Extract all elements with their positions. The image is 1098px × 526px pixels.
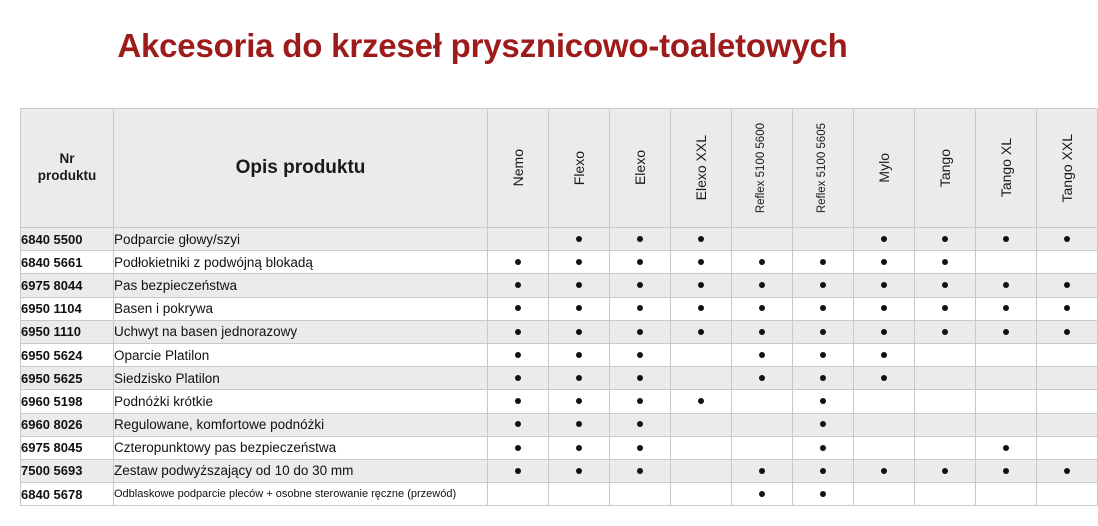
cell-availability-yes [915, 274, 976, 297]
model-label-1: Flexo [571, 150, 587, 186]
availability-dot-icon [637, 305, 643, 311]
cell-availability-yes [793, 459, 854, 482]
availability-dot-icon [942, 236, 948, 242]
accessories-table-container [20, 108, 1075, 506]
availability-dot-icon [820, 282, 826, 288]
cell-availability-empty [671, 459, 732, 482]
cell-product-number: 6950 1104 [21, 297, 114, 320]
availability-dot-icon [698, 259, 704, 265]
cell-availability-yes [976, 436, 1037, 459]
cell-availability-yes [671, 228, 732, 251]
cell-availability-empty [854, 483, 915, 506]
model-label-4: Reflex 5100 5600 [755, 122, 768, 214]
cell-availability-yes [610, 459, 671, 482]
cell-description: Siedzisko Platilon [114, 367, 488, 390]
cell-availability-yes [549, 297, 610, 320]
cell-availability-empty [732, 436, 793, 459]
cell-availability-empty [1037, 390, 1098, 413]
cell-availability-empty [671, 367, 732, 390]
column-header-model-3 [671, 109, 732, 228]
availability-dot-icon [1064, 236, 1070, 242]
cell-availability-yes [976, 459, 1037, 482]
availability-dot-icon [881, 259, 887, 265]
availability-dot-icon [1064, 329, 1070, 335]
cell-availability-empty [976, 390, 1037, 413]
cell-availability-empty [976, 483, 1037, 506]
table-header-row [21, 109, 1098, 228]
cell-availability-yes [732, 343, 793, 366]
table-row [21, 483, 1098, 506]
column-header-model-4 [732, 109, 793, 228]
availability-dot-icon [881, 468, 887, 474]
cell-availability-yes [549, 251, 610, 274]
cell-availability-yes [732, 274, 793, 297]
cell-availability-yes [610, 297, 671, 320]
column-header-product-number-line1: Nr [59, 151, 75, 167]
cell-availability-yes [549, 320, 610, 343]
cell-availability-yes [549, 436, 610, 459]
availability-dot-icon [576, 329, 582, 335]
cell-availability-yes [732, 297, 793, 320]
column-header-model-9 [1037, 109, 1098, 228]
cell-availability-yes [549, 413, 610, 436]
availability-dot-icon [820, 329, 826, 335]
cell-availability-yes [854, 320, 915, 343]
availability-dot-icon [698, 282, 704, 288]
availability-dot-icon [1064, 305, 1070, 311]
availability-dot-icon [698, 398, 704, 404]
availability-dot-icon [820, 375, 826, 381]
availability-dot-icon [820, 352, 826, 358]
cell-availability-yes [488, 367, 549, 390]
cell-availability-yes [671, 274, 732, 297]
availability-dot-icon [515, 445, 521, 451]
cell-availability-yes [488, 251, 549, 274]
cell-availability-yes [793, 251, 854, 274]
cell-availability-empty [1037, 367, 1098, 390]
cell-availability-yes [915, 459, 976, 482]
cell-availability-yes [732, 251, 793, 274]
cell-description: Czteropunktowy pas bezpieczeństwa [114, 436, 488, 459]
cell-product-number: 6975 8044 [21, 274, 114, 297]
cell-description: Podnóżki krótkie [114, 390, 488, 413]
column-header-model-5 [793, 109, 854, 228]
cell-availability-yes [671, 320, 732, 343]
cell-availability-yes [549, 343, 610, 366]
cell-availability-empty [1037, 251, 1098, 274]
availability-dot-icon [1003, 445, 1009, 451]
cell-availability-empty [1037, 343, 1098, 366]
availability-dot-icon [759, 352, 765, 358]
availability-dot-icon [515, 329, 521, 335]
cell-availability-yes [610, 390, 671, 413]
cell-description: Podparcie głowy/szyi [114, 228, 488, 251]
cell-availability-empty [854, 413, 915, 436]
cell-description: Zestaw podwyższający od 10 do 30 mm [114, 459, 488, 482]
cell-availability-empty [1037, 413, 1098, 436]
availability-dot-icon [881, 352, 887, 358]
cell-availability-yes [549, 228, 610, 251]
column-header-model-0 [488, 109, 549, 228]
availability-dot-icon [637, 259, 643, 265]
availability-dot-icon [515, 352, 521, 358]
availability-dot-icon [881, 329, 887, 335]
table-row [21, 320, 1098, 343]
cell-availability-yes [854, 297, 915, 320]
column-header-model-6 [854, 109, 915, 228]
cell-product-number: 6960 5198 [21, 390, 114, 413]
cell-availability-empty [671, 436, 732, 459]
availability-dot-icon [942, 329, 948, 335]
cell-availability-yes [488, 274, 549, 297]
column-header-model-2 [610, 109, 671, 228]
availability-dot-icon [1003, 236, 1009, 242]
availability-dot-icon [576, 305, 582, 311]
cell-product-number: 6840 5500 [21, 228, 114, 251]
cell-product-number: 6840 5661 [21, 251, 114, 274]
availability-dot-icon [698, 329, 704, 335]
availability-dot-icon [637, 445, 643, 451]
cell-availability-yes [488, 459, 549, 482]
accessories-table [20, 108, 1098, 506]
cell-availability-yes [610, 413, 671, 436]
table-row [21, 274, 1098, 297]
cell-availability-empty [732, 228, 793, 251]
cell-availability-yes [793, 320, 854, 343]
availability-dot-icon [942, 259, 948, 265]
cell-availability-yes [793, 343, 854, 366]
cell-availability-empty [915, 367, 976, 390]
cell-availability-yes [915, 320, 976, 343]
cell-availability-empty [915, 390, 976, 413]
cell-availability-yes [549, 459, 610, 482]
cell-availability-empty [732, 413, 793, 436]
availability-dot-icon [515, 468, 521, 474]
cell-description: Oparcie Platilon [114, 343, 488, 366]
availability-dot-icon [759, 468, 765, 474]
column-header-model-7 [915, 109, 976, 228]
cell-availability-yes [610, 320, 671, 343]
cell-availability-yes [915, 251, 976, 274]
cell-availability-yes [488, 390, 549, 413]
table-body [21, 228, 1098, 506]
availability-dot-icon [759, 305, 765, 311]
cell-availability-empty [854, 390, 915, 413]
cell-availability-empty [976, 343, 1037, 366]
availability-dot-icon [1064, 282, 1070, 288]
cell-availability-yes [488, 436, 549, 459]
cell-availability-yes [610, 436, 671, 459]
cell-availability-empty [671, 483, 732, 506]
availability-dot-icon [820, 421, 826, 427]
cell-availability-yes [549, 274, 610, 297]
cell-availability-yes [732, 459, 793, 482]
cell-availability-yes [854, 228, 915, 251]
cell-availability-yes [793, 367, 854, 390]
availability-dot-icon [759, 491, 765, 497]
cell-availability-empty [915, 413, 976, 436]
availability-dot-icon [637, 352, 643, 358]
cell-availability-yes [1037, 274, 1098, 297]
cell-availability-yes [732, 367, 793, 390]
cell-availability-empty [549, 483, 610, 506]
cell-availability-yes [854, 367, 915, 390]
cell-availability-yes [793, 274, 854, 297]
cell-availability-yes [854, 459, 915, 482]
cell-availability-empty [610, 483, 671, 506]
availability-dot-icon [820, 259, 826, 265]
availability-dot-icon [576, 375, 582, 381]
table-row [21, 459, 1098, 482]
cell-availability-empty [671, 343, 732, 366]
cell-product-number: 6840 5678 [21, 483, 114, 506]
cell-description: Odblaskowe podparcie pleców + osobne sterowanie ręczne (przewód) [114, 483, 488, 506]
page-title: Akcesoria do krzeseł prysznicowo-toaletowych [117, 27, 848, 64]
cell-description: Basen i pokrywa [114, 297, 488, 320]
availability-dot-icon [637, 329, 643, 335]
availability-dot-icon [515, 305, 521, 311]
cell-description: Podłokietniki z podwójną blokadą [114, 251, 488, 274]
availability-dot-icon [942, 305, 948, 311]
cell-availability-yes [549, 367, 610, 390]
cell-availability-yes [793, 436, 854, 459]
cell-availability-yes [854, 343, 915, 366]
cell-availability-yes [793, 413, 854, 436]
cell-availability-yes [610, 274, 671, 297]
cell-availability-empty [1037, 483, 1098, 506]
availability-dot-icon [881, 282, 887, 288]
column-header-model-8 [976, 109, 1037, 228]
availability-dot-icon [515, 375, 521, 381]
availability-dot-icon [515, 259, 521, 265]
availability-dot-icon [1064, 468, 1070, 474]
cell-availability-empty [732, 390, 793, 413]
cell-availability-yes [976, 228, 1037, 251]
availability-dot-icon [759, 329, 765, 335]
availability-dot-icon [1003, 305, 1009, 311]
table-row [21, 297, 1098, 320]
availability-dot-icon [759, 375, 765, 381]
availability-dot-icon [942, 468, 948, 474]
availability-dot-icon [637, 398, 643, 404]
availability-dot-icon [576, 282, 582, 288]
availability-dot-icon [881, 375, 887, 381]
column-header-product-number [21, 109, 114, 228]
model-label-7: Tango [937, 148, 953, 188]
cell-product-number: 6950 1110 [21, 320, 114, 343]
model-label-0: Nemo [510, 149, 526, 187]
availability-dot-icon [637, 375, 643, 381]
cell-availability-empty [671, 413, 732, 436]
availability-dot-icon [515, 421, 521, 427]
availability-dot-icon [515, 398, 521, 404]
cell-availability-empty [915, 436, 976, 459]
model-label-5: Reflex 5100 5605 [816, 122, 829, 214]
column-header-product-number-line2: produktu [37, 168, 97, 183]
availability-dot-icon [637, 468, 643, 474]
availability-dot-icon [637, 236, 643, 242]
cell-availability-yes [732, 483, 793, 506]
cell-availability-empty [793, 228, 854, 251]
cell-availability-yes [976, 274, 1037, 297]
cell-availability-yes [854, 251, 915, 274]
cell-availability-yes [671, 390, 732, 413]
column-header-description: Opis produktu [114, 109, 488, 228]
cell-availability-yes [915, 228, 976, 251]
model-label-6: Mylo [876, 153, 892, 183]
availability-dot-icon [698, 305, 704, 311]
availability-dot-icon [576, 398, 582, 404]
cell-availability-yes [610, 228, 671, 251]
cell-availability-empty [1037, 436, 1098, 459]
cell-availability-yes [854, 274, 915, 297]
cell-product-number: 7500 5693 [21, 459, 114, 482]
availability-dot-icon [576, 352, 582, 358]
table-row [21, 367, 1098, 390]
cell-product-number: 6950 5625 [21, 367, 114, 390]
availability-dot-icon [881, 236, 887, 242]
model-label-3: Elexo XXL [693, 135, 709, 201]
availability-dot-icon [698, 236, 704, 242]
availability-dot-icon [942, 282, 948, 288]
cell-availability-empty [976, 367, 1037, 390]
cell-availability-yes [488, 413, 549, 436]
model-label-2: Elexo [632, 150, 648, 186]
cell-availability-yes [488, 320, 549, 343]
table-row [21, 436, 1098, 459]
availability-dot-icon [576, 468, 582, 474]
availability-dot-icon [820, 468, 826, 474]
cell-availability-yes [732, 320, 793, 343]
cell-product-number: 6975 8045 [21, 436, 114, 459]
cell-availability-yes [976, 320, 1037, 343]
cell-availability-empty [976, 251, 1037, 274]
cell-availability-yes [1037, 320, 1098, 343]
cell-availability-yes [976, 297, 1037, 320]
cell-availability-yes [1037, 459, 1098, 482]
cell-availability-yes [915, 297, 976, 320]
column-header-model-1 [549, 109, 610, 228]
availability-dot-icon [576, 421, 582, 427]
availability-dot-icon [637, 282, 643, 288]
cell-availability-empty [976, 413, 1037, 436]
table-row [21, 413, 1098, 436]
model-label-8: Tango XL [998, 138, 1014, 198]
cell-availability-yes [1037, 228, 1098, 251]
cell-availability-empty [488, 483, 549, 506]
availability-dot-icon [1003, 282, 1009, 288]
availability-dot-icon [820, 491, 826, 497]
cell-availability-yes [610, 367, 671, 390]
availability-dot-icon [637, 421, 643, 427]
cell-product-number: 6960 8026 [21, 413, 114, 436]
cell-availability-yes [488, 297, 549, 320]
cell-availability-yes [793, 483, 854, 506]
table-row [21, 228, 1098, 251]
table-row [21, 390, 1098, 413]
cell-description: Regulowane, komfortowe podnóżki [114, 413, 488, 436]
cell-availability-yes [671, 297, 732, 320]
availability-dot-icon [820, 305, 826, 311]
availability-dot-icon [576, 259, 582, 265]
cell-availability-empty [488, 228, 549, 251]
availability-dot-icon [820, 398, 826, 404]
cell-availability-yes [549, 390, 610, 413]
cell-availability-yes [1037, 297, 1098, 320]
availability-dot-icon [759, 282, 765, 288]
cell-availability-yes [793, 297, 854, 320]
model-label-9: Tango XXL [1059, 133, 1075, 203]
cell-description: Uchwyt na basen jednorazowy [114, 320, 488, 343]
cell-availability-yes [488, 343, 549, 366]
cell-product-number: 6950 5624 [21, 343, 114, 366]
table-head [21, 109, 1098, 228]
cell-availability-empty [915, 343, 976, 366]
cell-availability-yes [671, 251, 732, 274]
cell-availability-yes [610, 343, 671, 366]
cell-availability-yes [793, 390, 854, 413]
availability-dot-icon [820, 445, 826, 451]
cell-description: Pas bezpieczeństwa [114, 274, 488, 297]
availability-dot-icon [881, 305, 887, 311]
cell-availability-yes [610, 251, 671, 274]
availability-dot-icon [1003, 329, 1009, 335]
availability-dot-icon [515, 282, 521, 288]
availability-dot-icon [576, 445, 582, 451]
table-row [21, 251, 1098, 274]
availability-dot-icon [759, 259, 765, 265]
availability-dot-icon [1003, 468, 1009, 474]
table-row [21, 343, 1098, 366]
cell-availability-empty [915, 483, 976, 506]
cell-availability-empty [854, 436, 915, 459]
availability-dot-icon [576, 236, 582, 242]
